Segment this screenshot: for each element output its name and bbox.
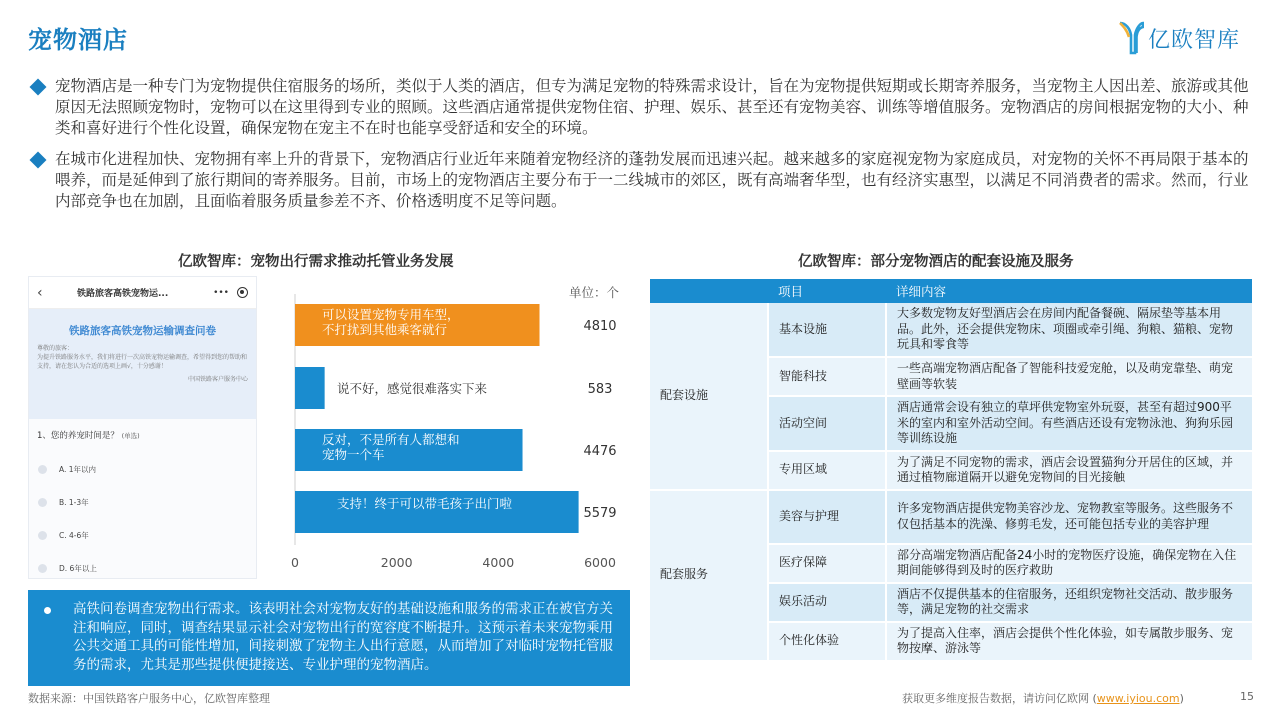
table-row: [650, 303, 1252, 357]
x-tick-label: 2000: [380, 555, 413, 570]
back-icon: ‹: [37, 284, 43, 301]
intro-paragraph: [30, 76, 1260, 139]
survey-question-text: 1、您的养宠时间是？ (单选): [37, 431, 140, 441]
survey-bar-chart: [270, 280, 630, 580]
diamond-bullet-icon: [30, 79, 47, 96]
page-title: 宠物酒店: [28, 26, 128, 54]
diamond-bullet-icon: [30, 152, 47, 169]
detail-cell: 酒店通常会设有独立的草坪供宠物室外玩耍，甚至有超过900平米的室内和室外活动空间。有些酒店还设有宠物泳池、狗狗乐园等训练设施: [886, 396, 1252, 451]
table-header-row: [650, 279, 1252, 303]
survey-option: [37, 453, 248, 486]
bar-category-label: 支持！终于可以带毛孩子出门啦: [337, 496, 513, 511]
detail-cell: 为了提高入住率，酒店会提供个性化体验，如专属散步服务、宠物按摩、游泳等: [886, 622, 1252, 661]
survey-top-title: 铁路旅客高铁宠物运...: [77, 289, 169, 299]
radio-icon: [38, 498, 47, 507]
detail-cell: 许多宠物酒店提供宠物美容沙龙、宠物教室等服务。这些服务不仅包括基本的洗澡、修剪毛发，还可能包括专业的美容护理: [886, 490, 1252, 544]
item-cell: 智能科技: [768, 357, 886, 396]
question-tag: (单选): [121, 432, 140, 440]
bar-category-label: 不打扰到其他乘客就行: [322, 322, 448, 337]
survey-screenshot: [28, 276, 257, 579]
table-header-cell: 项目: [768, 279, 886, 303]
record-icon: [237, 287, 248, 298]
item-cell: 基本设施: [768, 303, 886, 357]
option-label: A. 1年以内: [59, 465, 97, 474]
facility-table: [650, 279, 1252, 662]
category-cell: 配套服务: [650, 490, 768, 661]
survey-header: [29, 309, 256, 419]
survey-option: [37, 552, 248, 579]
x-tick-label: 4000: [482, 555, 515, 570]
table-header-cell: 详细内容: [886, 279, 1252, 303]
bar-category-label: 反对，不是所有人都想和: [322, 432, 460, 447]
option-label: B. 1-3年: [59, 498, 89, 507]
item-cell: 医疗保障: [768, 544, 886, 583]
bar-category-label: 可以设置宠物专用车型，: [322, 307, 460, 322]
detail-cell: 酒店不仅提供基本的住宿服务，还组织宠物社交活动、散步服务等，满足宠物的社交需求: [886, 583, 1252, 622]
survey-signature: 中国铁路客户服务中心: [187, 376, 248, 383]
bar-value-label: 583: [587, 382, 613, 397]
intro-paragraph-text: 宠物酒店是一种专门为宠物提供住宿服务的场所，类似于人类的酒店，但专为满足宠物的特殊需求设计，旨在为宠物提供短期或长期寄养服务，当宠物主人因出差、旅游或其他原因无法照顾宠物时，宠物可以在这里得到专业的照顾。这些酒店通常提供宠物住宿、护理、娱乐、甚至还有宠物美容、训练等增值服务。宠物酒店的房间根据宠物的大小、种类和喜好进行个性化设置，确保宠物在宠主不在时也能享受舒适和安全的环境。: [55, 77, 1249, 137]
category-cell: 配套设施: [650, 303, 768, 490]
table-header-cell: [650, 279, 768, 303]
more-icon: •••: [213, 287, 229, 298]
radio-icon: [38, 465, 47, 474]
item-cell: 活动空间: [768, 396, 886, 451]
x-tick-label: 6000: [584, 555, 616, 570]
survey-top-bar: [29, 277, 256, 309]
radio-icon: [38, 531, 47, 540]
website-link[interactable]: www.iyiou.com: [1096, 692, 1180, 705]
bar-value-label: 4476: [583, 444, 617, 459]
intro-section: [30, 76, 1260, 222]
detail-cell: 为了满足不同宠物的需求，酒店会设置猫狗分开居住的区域，并通过植物廊道隔开以避免宠物间的目光接触: [886, 451, 1252, 490]
bar-value-label: 4810: [583, 319, 617, 334]
note-text: 高铁问卷调查宠物出行需求。该表明社会对宠物友好的基础设施和服务的需求正在被官方关注和响应，同时，调查结果显示社会对宠物出行的宽容度不断提升。这预示着未来宠物乘用公共交通工具的可能性增加，间接刺激了宠物主人出行意愿，从而增加了对临时宠物托管服务的需求，尤其是那些提供便捷接送、专业护理的宠物酒店。: [73, 601, 613, 673]
unit-label: 单位：个: [568, 285, 619, 300]
source-note: 数据来源：中国铁路客户服务中心，亿欧智库整理: [28, 692, 270, 705]
bar-category-label: 说不好，感觉很难落实下来: [337, 381, 488, 396]
table-row: [650, 490, 1252, 544]
radio-icon: [38, 564, 47, 573]
survey-option: [37, 486, 248, 519]
bar-chart-svg: [270, 280, 630, 580]
item-cell: 个性化体验: [768, 622, 886, 661]
left-chart-title: 亿欧智库：宠物出行需求推动托管业务发展: [178, 254, 454, 270]
logo-mark-icon: [1118, 21, 1144, 55]
bar-category-label: 宠物一个车: [322, 447, 385, 462]
logo-text: 亿欧智库: [1148, 27, 1241, 53]
survey-question: [29, 419, 256, 579]
survey-option: [37, 519, 248, 552]
bar-value-label: 5579: [583, 506, 617, 521]
option-label: C. 4-6年: [59, 531, 89, 540]
item-cell: 娱乐活动: [768, 583, 886, 622]
page-number: 15: [1240, 690, 1254, 703]
intro-paragraph: [30, 149, 1260, 212]
intro-paragraph-text: 在城市化进程加快、宠物拥有率上升的背景下，宠物酒店行业近年来随着宠物经济的蓬勃发展而迅速兴起。越来越多的家庭视宠物为家庭成员，对宠物的关怀不再局限于基本的喂养，而是延伸到了旅行期间的寄养服务。目前，市场上的宠物酒店主要分布于一二线城市的郊区，既有高端奢华型，也有经济实惠型，以满足不同消费者的需求。然而，行业内部竞争也在加剧，且面临着服务质量参差不齐、价格透明度不足等问题。: [55, 150, 1249, 210]
detail-cell: 大多数宠物友好型酒店会在房间内配备餐碗、隔尿垫等基本用品。此外，还会提供宠物床、项圈或牵引绳、狗粮、猫粮、宠物玩具和零食等: [886, 303, 1252, 357]
item-cell: 专用区域: [768, 451, 886, 490]
x-tick-label: 0: [291, 555, 299, 570]
bar: [295, 367, 325, 409]
brand-logo: [1118, 20, 1258, 56]
item-cell: 美容与护理: [768, 490, 886, 544]
note-box: [28, 590, 630, 686]
detail-cell: 一些高端宠物酒店配备了智能科技爱宠舱，以及萌宠靠垫、萌宠壁画等软装: [886, 357, 1252, 396]
dot-bullet-icon: [44, 607, 51, 614]
detail-cell: 部分高端宠物酒店配备24小时的宠物医疗设施，确保宠物在入住期间能够得到及时的医疗救助: [886, 544, 1252, 583]
survey-intro-text: 尊敬的旅客： 为提升铁路服务水平，我们将进行一次高铁宠物运输调查，希望得到您的帮助和支持，请在您认为合适的选项上画√，十分感谢！: [37, 345, 248, 370]
option-label: D. 6年以上: [59, 564, 97, 573]
survey-heading: 铁路旅客高铁宠物运输调查问卷: [69, 325, 216, 337]
right-table-title: 亿欧智库：部分宠物酒店的配套设施及服务: [798, 254, 1074, 270]
footer-note: 获取更多维度报告数据，请访问亿欧网 (www.iyiou.com): [902, 692, 1184, 705]
